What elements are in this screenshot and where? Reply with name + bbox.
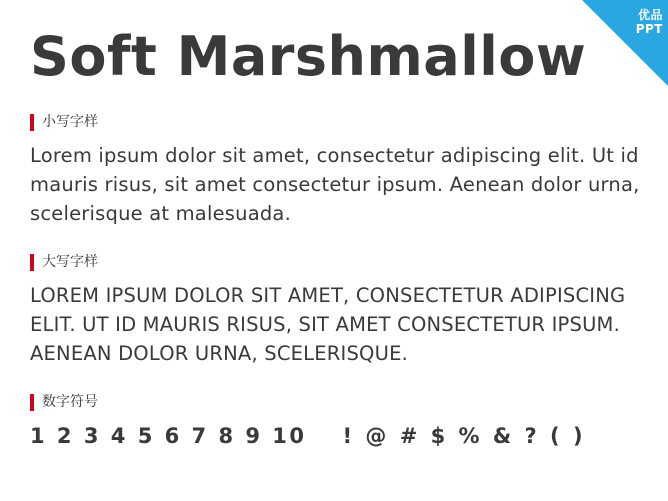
sample-symbols: ! @ # $ % & ? ( ) xyxy=(342,424,586,448)
ribbon-label-line2: PPT xyxy=(635,22,663,36)
accent-bar-icon xyxy=(30,394,34,411)
section-header-numbers xyxy=(30,394,640,411)
section-label: 大写字样 xyxy=(42,254,98,270)
sample-text-lowercase: Lorem ipsum dolor sit amet, consectetur adipiscing elit. Ut id mauris risus, sit amet consectetur ipsum. Aenean dolor urna, scelerisque at malesuada. xyxy=(30,144,640,225)
ribbon-label-line1: 优品 xyxy=(637,8,663,22)
sample-text-numbers xyxy=(30,421,640,451)
sample-digits: 1 2 3 4 5 6 7 8 9 10 xyxy=(30,424,307,448)
accent-bar-icon xyxy=(30,254,34,271)
section-header-uppercase xyxy=(30,254,640,271)
page-title: Soft Marshmallow xyxy=(30,25,587,88)
sample-text-uppercase: LOREM IPSUM DOLOR SIT AMET, CONSECTETUR ADIPISCING ELIT. UT ID MAURIS RISUS, SIT AMET CONSECTETUR IPSUM. AENEAN DOLOR URNA, SCELERISQUE. xyxy=(30,284,626,365)
section-header-lowercase xyxy=(30,114,640,131)
accent-bar-icon xyxy=(30,114,34,131)
section-label: 数字符号 xyxy=(42,394,98,410)
section-label: 小写字样 xyxy=(42,114,98,130)
